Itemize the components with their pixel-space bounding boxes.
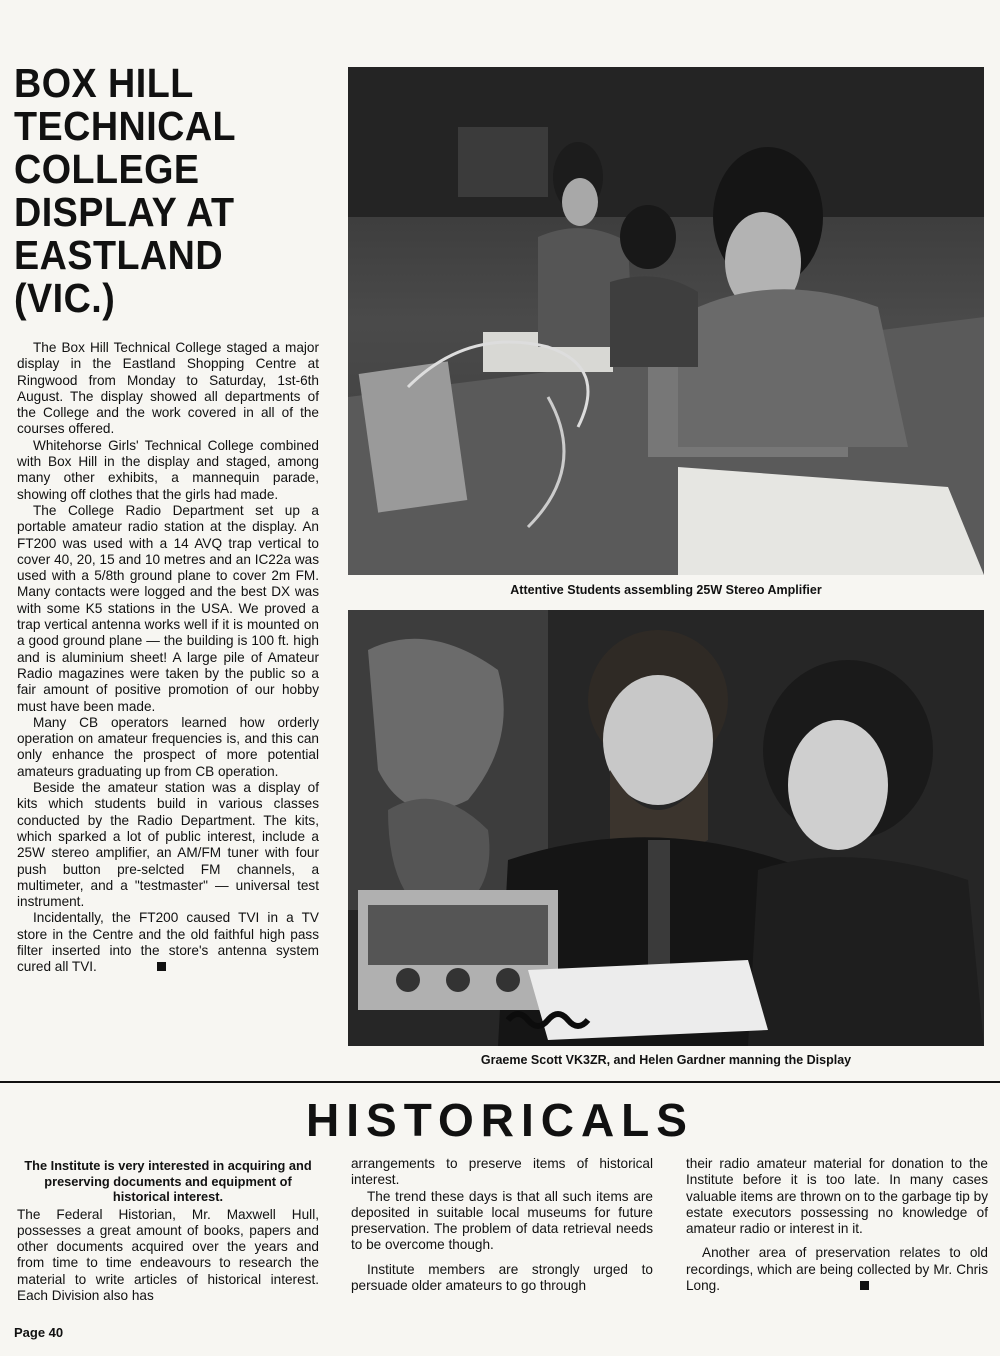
article-paragraph: The College Radio Department set up a portable amateur radio station at the display. An FT200 was used with a 14 AVQ trap vertical to cover 40, 20, 15 and 10 metres and an IC22a was used with a 5/8th ground plane to cover 2m FM. Many contacts were logged and the best DX was with some K5 stations in the USA. We proved a trap vertical antenna works well if it is mounted on a good ground plane — the building is 100 ft. high and is aluminium sheet! A large pile of Amateur Radio magazines were taken by the public so a fair amount of positive promotion of our hobby must have been made. xyxy=(17,502,319,714)
photo-graeme-helen xyxy=(348,610,984,1046)
article-paragraph: Whitehorse Girls' Technical College combined with Box Hill in the display and staged, among many other exhibits, a mannequin parade, showing off clothes that the girls had made. xyxy=(17,437,319,502)
end-mark xyxy=(157,962,166,971)
article-paragraph-text: Incidentally, the FT200 caused TVI in a TV store in the Centre and the old faithful high pass filter inserted into the store's antenna system cured all TVI. xyxy=(17,910,319,975)
article-paragraph: Beside the amateur station was a display of kits which students build in various classes conducted by the Radio Department. The kits, which sparked a lot of public interest, include a 25W stereo amplifier, an AM/FM tuner with four push button pre-selcted FM channels, a multimeter, and a "testmaster" — universal test instrument. xyxy=(17,780,319,910)
historicals-paragraph: Institute members are strongly urged to persuade older amateurs to go through xyxy=(351,1261,653,1294)
photo2-caption: Graeme Scott VK3ZR, and Helen Gardner manning the Display xyxy=(480,1053,852,1067)
article-paragraph-last xyxy=(17,910,319,975)
title-line: TECHNICAL xyxy=(14,103,237,149)
historicals-column-1 xyxy=(17,1158,319,1304)
photo-students-amplifier xyxy=(348,67,984,575)
article-paragraph: The Box Hill Technical College staged a major display in the Eastland Shopping Centre at Ringwood from Monday to Saturday, 1st-6th August. The display showed all departments of the College and the work covered in all of the courses offered. xyxy=(17,340,319,437)
article-paragraph: Many CB operators learned how orderly operation on amateur frequencies is, and this can only enhance the prospect of more potential amateurs graduating up from CB operation. xyxy=(17,714,319,779)
historicals-paragraph-text: Another area of preservation relates to old recordings, which are being collected by Mr. Chris Long. xyxy=(686,1245,988,1294)
historicals-paragraph-last xyxy=(686,1245,988,1294)
historicals-intro: The Institute is very interested in acquiring and preserving documents and equipment of historical interest. xyxy=(24,1158,312,1204)
article-body xyxy=(17,340,319,976)
historicals-paragraph: The trend these days is that all such items are deposited in suitable local museums for future preservation. The problem of data retrieval needs to be overcome though. xyxy=(351,1188,653,1253)
paragraph-gap xyxy=(686,1237,988,1245)
historicals-column-3 xyxy=(686,1156,988,1294)
section-divider xyxy=(0,1081,1000,1083)
photo1-caption: Attentive Students assembling 25W Stereo Amplifier xyxy=(510,583,822,597)
title-line: DISPLAY AT xyxy=(14,189,235,235)
historicals-paragraph: The Federal Historian, Mr. Maxwell Hull, possesses a great amount of books, papers and other documents acquired over the years and from time to time endeavours to research the material to write articles of historical interest. Each Division also has xyxy=(17,1206,319,1303)
paragraph-gap xyxy=(351,1254,653,1262)
historicals-title: HISTORICALS xyxy=(306,1094,694,1146)
historicals-paragraph: arrangements to preserve items of historical interest. xyxy=(351,1156,653,1188)
article-title xyxy=(14,62,318,320)
title-line: COLLEGE xyxy=(14,146,200,192)
historicals-paragraph: their radio amateur material for donation to the Institute before it is too late. In many cases valuable items are thrown on to the garbage tip by estate executors possessing no knowledge of amateur radio or interest in it. xyxy=(686,1156,988,1237)
page-number: Page 40 xyxy=(14,1325,64,1340)
end-mark xyxy=(860,1281,869,1290)
title-line: EASTLAND xyxy=(14,232,224,278)
title-line: BOX HILL xyxy=(14,60,194,106)
title-line: (VIC.) xyxy=(14,275,116,321)
photo-display-image xyxy=(348,610,984,1046)
historicals-column-2 xyxy=(351,1156,653,1294)
photo-students-image xyxy=(348,67,984,575)
